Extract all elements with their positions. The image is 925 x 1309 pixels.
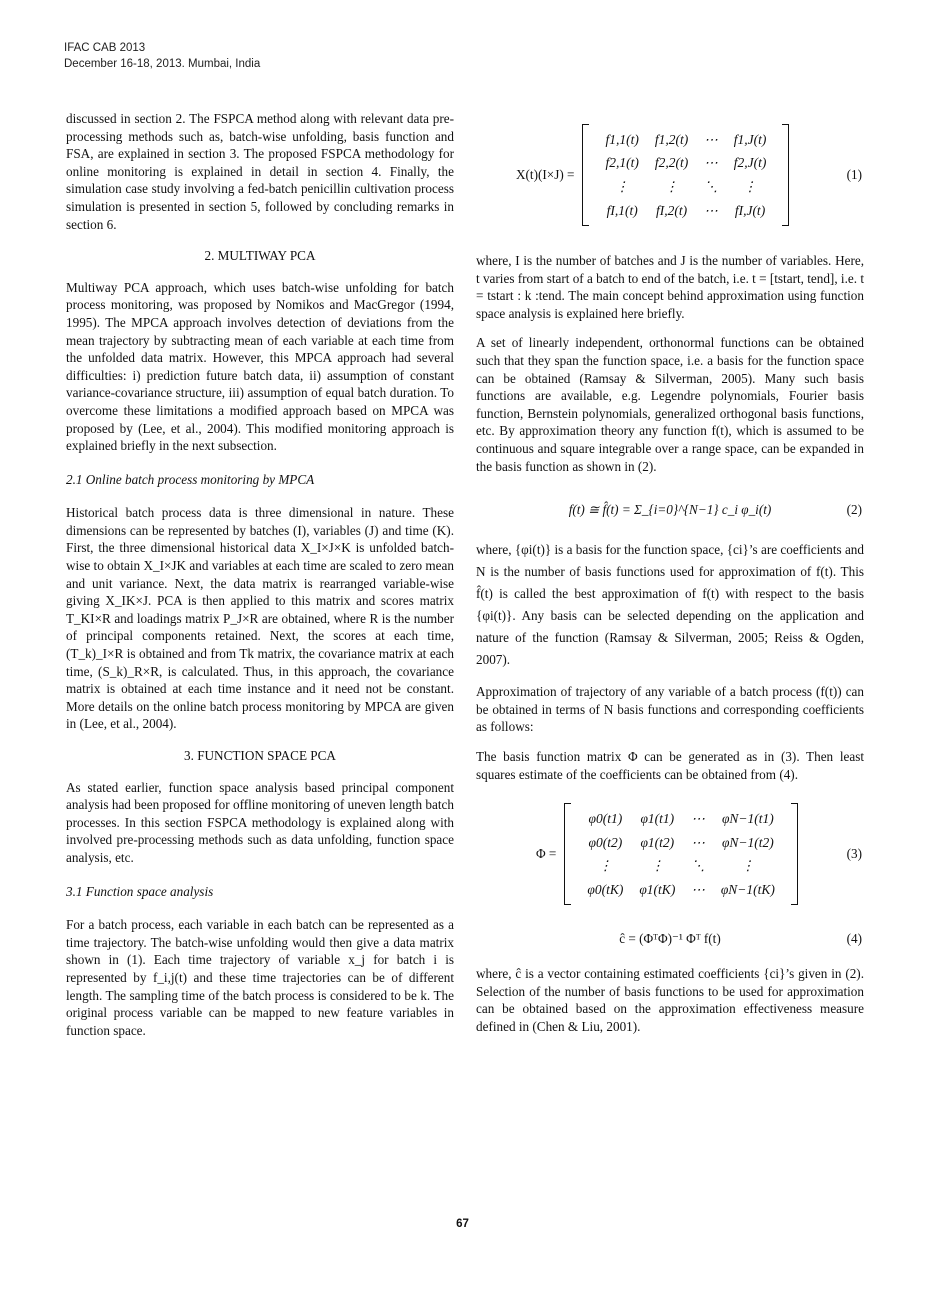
subsection-2-1-heading: 2.1 Online batch process monitoring by MPCA <box>66 471 315 487</box>
header-date: December 16-18, 2013. Mumbai, India <box>64 58 261 70</box>
equation-3 <box>476 795 864 913</box>
matrix-cell: ⋯ <box>691 834 705 850</box>
section-3-heading: 3. FUNCTION SPACE PCA <box>184 748 336 763</box>
matrix-row <box>597 199 774 223</box>
subsection-3-1-heading: 3.1 Function space analysis <box>66 883 214 899</box>
eq4-number: (4) <box>846 931 862 947</box>
eq1-matrix <box>582 124 789 226</box>
matrix-cell: f1,1(t) <box>605 131 639 147</box>
matrix-cell: ⋯ <box>704 131 718 147</box>
estimate-paragraph: where, ĉ is a vector containing estimated coefficients {ci}’s given in (2). Selection of the number of basis functions to be used for approximation can be obtained based on the approximation effectiveness measure defined in (Chen & Liu, 2001). <box>476 966 864 1034</box>
basis-paragraph: A set of linearly independent, orthonormal functions can be obtained such that they span the function space, i.e. a basis for the function space can be obtained (Ramsay & Silverman, 2005). Many such basis functions are available, e.g. Legendre polynomials, Fourier basis function, Bernstein polynomials, generalized orthogonal basis functions, etc. By approximation theory any function f(t), which is assumed to be continuous and square integrable over a range space, can be expanded in the basis function as shown in (2). <box>476 335 864 474</box>
matrix-row <box>579 854 783 878</box>
online-mpca-paragraph: Historical batch process data is three dimensional in nature. These dimensions can be represented by batches (I), variables (J) and time (K). First, the three dimensional historical data X_I×J×K is unfolded batch-wise to obtain X_I×JK and variables at each time are scaled to zero mean and unit variance. Next, the data matrix is rearranged variable-wise giving X_IK×J. PCA is then applied to this matrix and scores matrix T_KI×R and loadings matrix P_J×R are obtained, where R is the number of principal components retained. Next, the scores at each time, (T_k)_I×R is obtained and from Tk matrix, the covariance matrix at each time, (S_k)_R×R, is calculated. Thus, in this approach, the covariance matrix is obtained at each time instance and it need not be constant. More details on the online batch process monitoring by MPCA are given in (Lee, et al., 2004). <box>66 505 454 732</box>
matrix-cell: fI,J(t) <box>734 202 766 218</box>
equation-1 <box>476 116 864 234</box>
eq3-matrix <box>564 803 798 905</box>
matrix-cell: ⋮ <box>664 179 679 194</box>
eq1-number: (1) <box>846 167 862 183</box>
matrix-cell: ⋯ <box>704 202 718 218</box>
fsa-paragraph: For a batch process, each variable in each batch can be represented as a time trajectory. The batch-wise unfolding would then give a data matrix shown in (1). Each time trajectory of variable x_j for batch i is represented by f_i,j(t) and these time trajectories can be of different length. The sampling time of the batch process is considered to be k. The original process variable can be mapped to new feature variables in function space. <box>66 917 454 1038</box>
intro-paragraph: discussed in section 2. The FSPCA method along with relevant data pre-processing methods such as, batch-wise unfolding, basis function and FSA, are explained in section 3. The proposed FSPCA methodology for online monitoring is explained in detail in section 4. Finally, the simulation case study involving a fed-batch penicillin cultivation process simulation is presented in section 5, followed by concluding remarks in section 6. <box>66 111 454 232</box>
fspca-paragraph: As stated earlier, function space analysis based principal component analysis had been proposed for offline monitoring of uneven length batch processes. In this section FSPCA methodology is explained along with involved pre-processing methods such as data unfolding, function space analysis, etc. <box>66 779 454 865</box>
matrix-cell: φN−1(t1) <box>721 810 774 826</box>
matrix-row <box>579 831 783 855</box>
matrix-cell: ⋮ <box>650 858 665 874</box>
basis-definition-paragraph: where, {φi(t)} is a basis for the function space, {ci}’s are coefficients and N is the number of basis functions used for approximation of f(t). This f̂(t) is called the best approximation of f(t) with respect to the basis {φi(t)}. Any basis can be selected depending on the application and nature of the function (Ramsay & Silverman, 2005; Reiss & Ogden, 2007). <box>476 542 864 668</box>
matrix-cell: φ1(t2) <box>640 834 675 850</box>
matrix-cell: f1,J(t) <box>733 131 767 147</box>
mpca-paragraph: Multiway PCA approach, which uses batch-wise unfolding for batch process monitoring, was proposed by Nomikos and MacGregor (1994, 1995). The MPCA approach involves detection of deviations from the mean trajectory by subtracting mean of each variable at each time from the unfolded data matrix. However, this MPCA approach had several difficulties: i) prediction future batch data, ii) assumption of constant variance-covariance structure, iii) assumption of equal batch duration. To overcome these limitations a modified approach based on MPCA was proposed by (Lee, et al., 2004). This modified monitoring approach is explained briefly in the next subsection. <box>66 279 454 454</box>
matrix-cell: φ1(t1) <box>640 810 675 826</box>
matrix-cell: φN−1(t2) <box>721 834 774 850</box>
left-column <box>66 110 454 1051</box>
matrix-cell: fI,2(t) <box>655 202 688 218</box>
matrix-row <box>597 128 774 152</box>
matrix-row <box>597 175 774 199</box>
matrix-cell: ⋯ <box>691 810 705 826</box>
eq3-number: (3) <box>846 846 862 862</box>
matrix-cell: ⋮ <box>615 179 629 194</box>
matrix-cell: f2,2(t) <box>654 155 689 171</box>
right-column <box>476 110 864 1047</box>
eq2-expression: f(t) ≅ f̂(t) = Σ_{i=0}^{N−1} c_i φ_i(t) <box>568 502 772 518</box>
matrix-row <box>597 151 774 175</box>
matrix-cell: f2,1(t) <box>605 155 639 171</box>
matrix-cell: ⋯ <box>691 881 705 897</box>
matrix-cell: f1,2(t) <box>654 131 689 147</box>
matrix-cell: φ0(t2) <box>588 834 623 850</box>
matrix-cell: ⋮ <box>598 858 613 874</box>
phi-matrix-paragraph: The basis function matrix Φ can be generated as in (3). Then least squares estimate of the coefficients can be obtained from (4). <box>476 748 864 782</box>
matrix-cell: ⋱ <box>704 179 718 194</box>
header-conference: IFAC CAB 2013 <box>64 42 146 54</box>
section-2-heading: 2. MULTIWAY PCA <box>204 248 316 264</box>
matrix-cell: φ0(t1) <box>588 810 623 826</box>
matrix-cell: φ1(tK) <box>639 881 676 897</box>
eq3-lhs: Φ = <box>536 846 557 862</box>
matrix-cell: f2,J(t) <box>733 155 767 171</box>
matrix-row <box>579 807 783 831</box>
matrix-cell: ⋮ <box>743 179 757 194</box>
equation-4 <box>476 919 864 959</box>
page-number: 67 <box>456 1218 469 1230</box>
running-header <box>64 40 260 72</box>
eq4-expression: ĉ = (ΦᵀΦ)⁻¹ Φᵀ f(t) <box>619 931 721 947</box>
matrix-cell: ⋯ <box>704 155 718 171</box>
matrix-cell: φ0(tK) <box>587 881 624 897</box>
matrix-row <box>579 878 783 902</box>
where-paragraph: where, I is the number of batches and J is the number of variables. Here, t varies from start of a batch to end of the batch, i.e. t = [tstart, tend], i.e. t = tstart : k :tend. The main concept behind approximation using function space analysis is explained here briefly. <box>476 253 864 321</box>
matrix-cell: φN−1(tK) <box>720 881 775 897</box>
matrix-cell: ⋮ <box>741 858 755 874</box>
approximation-paragraph: Approximation of trajectory of any variable of a batch process (f(t)) can be obtained in terms of N basis functions and corresponding coefficients as follows: <box>476 684 864 735</box>
eq1-lhs: X(t)(I×J) = <box>516 167 575 183</box>
eq2-number: (2) <box>846 502 862 518</box>
matrix-cell: fI,1(t) <box>606 202 638 218</box>
equation-2 <box>476 487 864 533</box>
matrix-cell: ⋱ <box>691 858 705 874</box>
